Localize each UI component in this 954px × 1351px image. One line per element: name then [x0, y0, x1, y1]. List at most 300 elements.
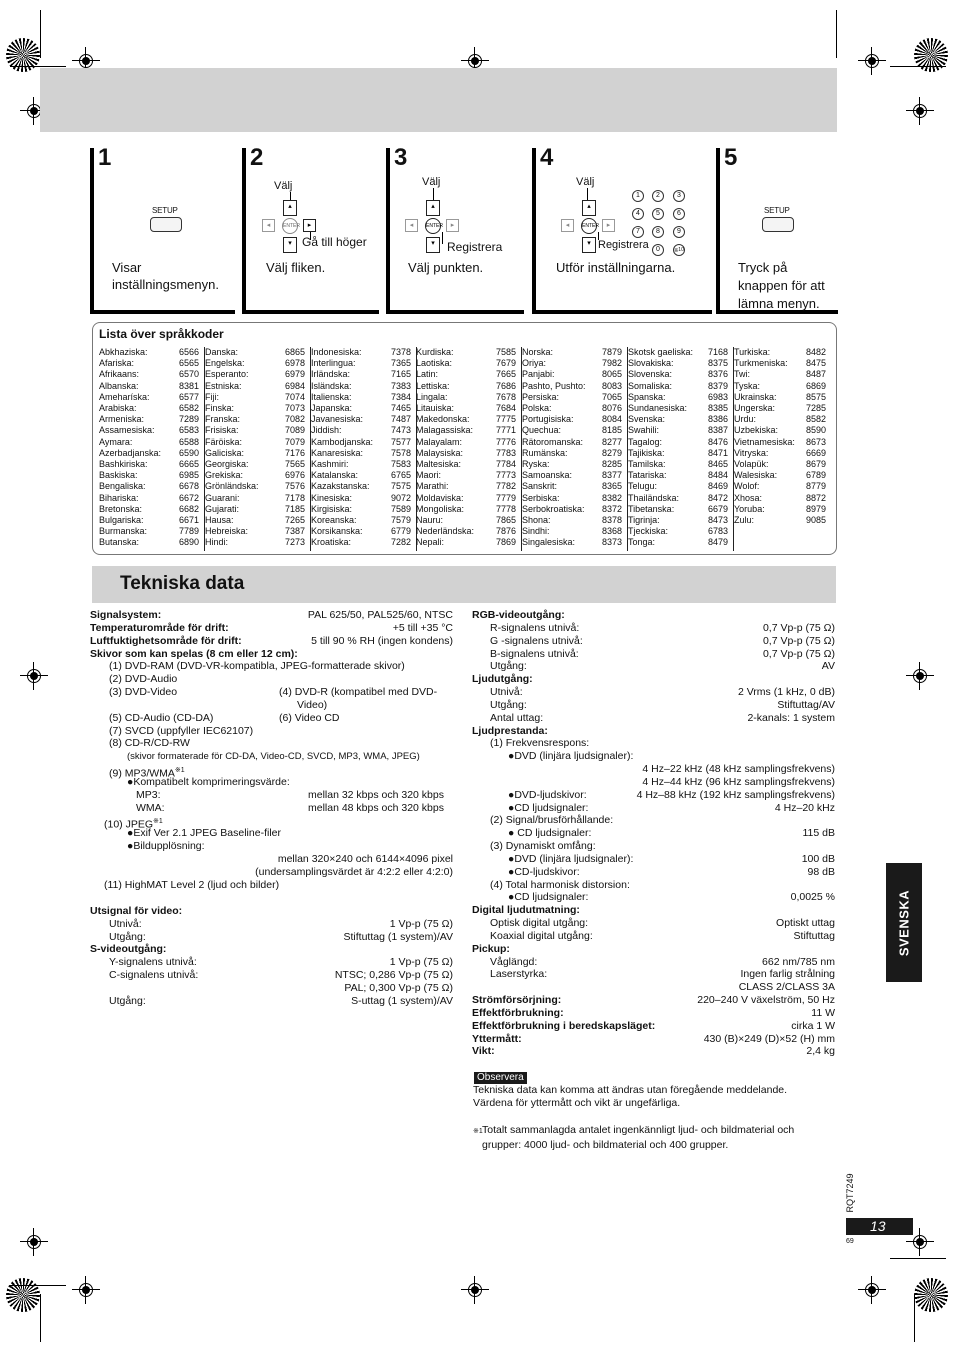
step-baseline [242, 310, 379, 314]
language-row [628, 481, 728, 492]
language-code: 8465 [707, 459, 728, 469]
language-row [311, 358, 411, 369]
down-key-icon: ▾ [426, 237, 440, 253]
language-name: Grönländska: [205, 481, 259, 492]
language-name: Assamesiska: [99, 425, 155, 436]
language-row [311, 537, 411, 548]
language-name: Tigrinja: [628, 515, 660, 525]
step-number: 1 [98, 144, 112, 171]
language-row [99, 414, 199, 425]
header-bar [40, 68, 837, 132]
language-row [205, 381, 305, 392]
spec-value: 430 (B)×249 (D)×52 (H) mm [703, 1033, 835, 1045]
crop-line [10, 1285, 66, 1286]
spec-label: ● CD ljudsignaler: [508, 827, 592, 839]
language-name: Galiciska: [205, 447, 245, 458]
spec-label: Koaxial digital utgång: [490, 930, 593, 942]
small-page-number: 69 [846, 1238, 854, 1245]
spec-label: B-signalens utnivå: [490, 648, 579, 660]
disc-item: (2) DVD-Audio [109, 673, 178, 685]
language-row [522, 537, 622, 548]
language-row [311, 481, 411, 492]
language-column [205, 347, 311, 551]
disc-item: (8) CD-R/CD-RW [109, 737, 190, 749]
disc-item: (9) MP3/WMA$^{※1}$ [109, 767, 185, 780]
language-row [99, 392, 199, 403]
language-row [205, 470, 305, 481]
language-row [734, 347, 826, 358]
up-key-icon: ▴ [426, 200, 440, 216]
number-key-5: 5 [652, 208, 664, 220]
spec-value: CLASS 2/CLASS 3A [738, 981, 835, 993]
up-key-icon: ▴ [283, 200, 297, 216]
spec-label: Laserstyrka: [490, 968, 548, 980]
language-row [205, 526, 305, 537]
language-row [522, 369, 622, 380]
pointer-line [587, 188, 588, 200]
language-name: Kirgisiska: [311, 503, 353, 514]
spec-label: Strömförsörjning: [472, 994, 562, 1006]
language-row [99, 493, 199, 504]
language-code: 7089 [284, 425, 305, 436]
spec-value: 1 Vp-p (75 Ω) [389, 918, 453, 930]
language-row [522, 392, 622, 403]
disc-item: (11) HighMAT Level 2 (ljud och bilder) [104, 879, 280, 891]
number-key-6: 6 [673, 208, 685, 220]
language-code: 8475 [805, 358, 826, 369]
spec-value: S-uttag (1 system)/AV [351, 995, 453, 1007]
language-code: 8487 [805, 369, 826, 380]
language-code: 6976 [284, 470, 305, 481]
spec-label: (1) Frekvensrespons: [490, 737, 590, 749]
language-row [628, 347, 728, 358]
crosshair-mark [72, 1276, 100, 1304]
language-name: Nepali: [416, 537, 445, 548]
language-name: Tamilska: [628, 459, 666, 469]
language-code: 8484 [707, 470, 728, 481]
language-name: Bretonska: [99, 503, 143, 514]
spec-value: cirka 1 W [791, 1020, 835, 1032]
language-name: Skotsk gaeliska: [628, 347, 694, 357]
language-name: Oriya: [522, 358, 547, 369]
enter-key-icon: ENTER [282, 218, 298, 234]
step-number: 3 [394, 144, 408, 171]
disc-item: Video) [297, 699, 328, 711]
language-row [416, 437, 516, 448]
spec-label: (4) Total harmonisk distorsion: [490, 879, 630, 891]
language-code: 7578 [390, 447, 411, 458]
language-row [734, 470, 826, 481]
step-5 [716, 144, 838, 314]
language-code: 8378 [601, 515, 622, 525]
spec-label: ●CD ljudsignaler: [508, 891, 589, 903]
action-label: Registrera [447, 240, 503, 254]
language-row [734, 515, 826, 526]
spec-value: Stiftuttag/AV [777, 699, 835, 711]
number-key-7: 7 [632, 226, 644, 238]
language-name: Thailändska: [628, 492, 680, 503]
crop-line [890, 66, 946, 67]
language-name: Japanska: [311, 403, 353, 413]
language-name: Fiji: [205, 391, 219, 402]
language-code: 7487 [390, 414, 411, 425]
language-name: Panjabi: [522, 369, 555, 380]
language-name: Norska: [522, 347, 554, 357]
language-row [416, 425, 516, 436]
disc-item: (4) DVD-R (kompatibel med DVD- [279, 686, 438, 698]
language-row [99, 459, 199, 470]
disc-item: (6) Video CD [279, 712, 340, 724]
language-name: Serbiska: [522, 492, 560, 503]
step-caption: Utför inställningarna. [556, 260, 676, 275]
step-baseline [386, 310, 524, 314]
language-name: Estniska: [205, 380, 242, 391]
spec-label: (2) Signal/brusförhållande: [490, 814, 614, 826]
language-row [628, 369, 728, 380]
step-4 [532, 144, 712, 314]
language-code: 8285 [601, 459, 622, 469]
language-row [205, 369, 305, 380]
language-row [628, 392, 728, 403]
language-code-title: Lista över språkkoder [99, 327, 224, 341]
select-label: Välj [576, 176, 595, 188]
setup-button [762, 217, 794, 232]
language-code: 8375 [707, 358, 728, 369]
language-name: Uzbekiska: [734, 425, 779, 436]
spec-heading: Ljudutgång: [472, 673, 533, 685]
language-code: 8482 [805, 347, 826, 357]
language-code: 7783 [495, 447, 516, 458]
language-row [311, 470, 411, 481]
language-name: Kambodjanska: [311, 436, 374, 447]
crop-line [914, 1294, 915, 1342]
language-name: Sindhi: [522, 526, 550, 537]
language-name: Ukrainska: [734, 391, 777, 402]
language-code: 8471 [707, 447, 728, 458]
language-row [522, 414, 622, 425]
language-name: Lingala: [416, 391, 448, 402]
language-code: 7776 [495, 436, 516, 447]
up-key-icon: ▴ [582, 200, 596, 216]
disc-subvalue: mellan 32 kbps och 320 kbps [307, 789, 444, 801]
disc-note: (skivor formaterade för CD-DA, Video-CD, SVCD, MP3, WMA, JPEG) [127, 751, 420, 762]
language-row [99, 448, 199, 459]
spec-heading: Pickup: [472, 943, 510, 955]
language-name: Turkmeniska: [734, 358, 788, 369]
language-name: Ryska: [522, 459, 550, 469]
down-key-icon: ▾ [582, 237, 596, 253]
spec-heading: Ljudprestanda: [472, 725, 548, 737]
spec-value: 4 Hz–22 kHz (48 kHz samplingsfrekvens) [642, 763, 835, 775]
language-row [99, 425, 199, 436]
language-name: Maltesiska: [416, 459, 462, 469]
language-row [522, 515, 622, 526]
disc-subitem: ●Exif Ver 2.1 JPEG Baseline-filer [127, 827, 281, 839]
language-row [99, 437, 199, 448]
spec-value: 0,0025 % [790, 891, 835, 903]
language-row [628, 504, 728, 515]
language-row [734, 381, 826, 392]
language-row [628, 381, 728, 392]
language-name: Kinesiska: [311, 492, 353, 503]
language-row [205, 448, 305, 459]
language-name: Jiddish: [311, 425, 342, 436]
language-row [628, 358, 728, 369]
language-name: Azerbadjanska: [99, 447, 162, 458]
language-code: 7782 [495, 481, 516, 492]
note-text: Värdena för yttermått och vikt är ungefärliga. [473, 1097, 681, 1109]
language-code: 8590 [805, 425, 826, 436]
language-code: 7384 [390, 391, 411, 402]
spec-label: Yttermått: [472, 1033, 522, 1045]
language-row [628, 448, 728, 459]
registration-star-bottom-left [6, 1278, 40, 1312]
language-name: Aymara: [99, 436, 133, 447]
language-name: Indonesiska: [311, 347, 362, 357]
language-code: 8673 [805, 436, 826, 447]
language-code: 7773 [495, 470, 516, 481]
language-name: Korsikanska: [311, 526, 363, 537]
language-row [734, 392, 826, 403]
spec-value: NTSC; 0,286 Vp-p (75 Ω) [334, 969, 453, 981]
language-code: 6890 [178, 537, 199, 548]
language-row [734, 437, 826, 448]
language-name: Nederländska: [416, 526, 475, 537]
language-row [522, 459, 622, 470]
section-header [92, 566, 836, 603]
language-code: 7579 [390, 515, 411, 525]
disc-item: (1) DVD-RAM (DVD-VR-kompatibla, JPEG-formatterade skivor) [109, 660, 405, 672]
language-row [205, 358, 305, 369]
enter-key-icon: ENTER [581, 218, 597, 234]
language-row [734, 414, 826, 425]
language-row [416, 369, 516, 380]
crosshair-mark [461, 1276, 489, 1304]
language-code: 8365 [601, 481, 622, 492]
language-code: 7378 [390, 347, 411, 357]
language-name: Hindi: [205, 537, 229, 548]
language-name: Sanskrit: [522, 481, 558, 492]
language-code: 7684 [495, 403, 516, 413]
spec-value: PAL; 0,300 Vp-p (75 Ω) [344, 982, 453, 994]
language-code: 6672 [178, 492, 199, 503]
language-code: 7982 [601, 358, 622, 369]
language-row [311, 526, 411, 537]
crosshair-mark [906, 97, 934, 125]
language-code: 6865 [284, 347, 305, 357]
language-row [522, 481, 622, 492]
language-name: Bengaliska: [99, 481, 146, 492]
spec-value: 0,7 Vp-p (75 Ω) [762, 648, 835, 660]
language-name: Swahili: [628, 425, 660, 436]
spec-label: Effektförbrukning i beredskapsläget: [472, 1020, 656, 1032]
language-code: 6978 [284, 358, 305, 369]
language-row [628, 493, 728, 504]
action-label: Gå till höger [302, 235, 367, 249]
language-code: 7778 [495, 503, 516, 514]
language-name: Turkiska: [734, 347, 771, 357]
spec-label: ●DVD-ljudskivor: [508, 789, 587, 801]
language-name: Maori: [416, 470, 442, 481]
footnote-text: grupper: 4000 ljud- och bildmaterial och 400 grupper. [482, 1139, 729, 1151]
language-code: 7178 [284, 492, 305, 503]
pointer-line [433, 188, 434, 200]
spec-label: ●DVD (linjära ljudsignaler): [508, 853, 634, 865]
language-code: 6669 [805, 447, 826, 458]
language-row [311, 392, 411, 403]
spec-label: Utgång: [109, 931, 146, 943]
crosshair-mark [858, 1276, 886, 1304]
step-number: 5 [724, 144, 738, 171]
language-name: Isländska: [311, 380, 352, 391]
language-code: 6583 [178, 425, 199, 436]
language-code: 7775 [495, 414, 516, 425]
disc-subitem: WMA: [136, 802, 165, 814]
language-code: 6665 [178, 459, 199, 469]
left-key-icon: ◂ [405, 219, 418, 232]
crosshair-mark [858, 47, 886, 75]
language-name: Rätoromanska: [522, 436, 584, 447]
spec-value: 4 Hz–44 kHz (96 kHz samplingsfrekvens) [642, 776, 835, 788]
language-row [99, 481, 199, 492]
crop-line [890, 1258, 946, 1259]
number-key-10plus: ≧10 [673, 244, 685, 256]
language-row [205, 425, 305, 436]
crosshair-mark [906, 662, 934, 690]
language-code: 6565 [178, 358, 199, 369]
step-baseline [90, 310, 235, 314]
language-name: Rumänska: [522, 447, 568, 458]
language-name: Italienska: [311, 391, 352, 402]
language-name: Telugu: [628, 481, 658, 492]
spec-value: Stiftuttag [793, 930, 835, 942]
language-code: 7465 [390, 403, 411, 413]
language-name: Shona: [522, 515, 551, 525]
language-code: 7082 [284, 414, 305, 425]
language-code: 6671 [178, 515, 199, 525]
language-code: 7289 [178, 414, 199, 425]
language-row [416, 358, 516, 369]
language-name: Vitryska: [734, 447, 769, 458]
language-row [205, 504, 305, 515]
spec-value: AV [821, 660, 835, 672]
language-code: 8185 [601, 425, 622, 436]
language-code: 8387 [707, 425, 728, 436]
language-code: 6577 [178, 391, 199, 402]
language-name: Kurdiska: [416, 347, 454, 357]
language-row [311, 425, 411, 436]
language-row [416, 347, 516, 358]
language-name: Esperanto: [205, 369, 249, 380]
language-row [416, 414, 516, 425]
page-number: 13 [870, 1218, 886, 1234]
spec-label: Utnivå: [109, 918, 142, 930]
language-row [205, 459, 305, 470]
step-caption: Visar inställningsmenyn. [112, 260, 219, 292]
language-code: 6779 [390, 526, 411, 537]
footnote-mark: ※1 [473, 1128, 483, 1135]
language-row [99, 515, 199, 526]
spec-value: 4 Hz–20 kHz [774, 802, 835, 814]
crosshair-mark [20, 1228, 48, 1256]
spec-value: Optiskt uttag [776, 917, 835, 929]
language-row [416, 381, 516, 392]
language-name: Finska: [205, 403, 235, 413]
language-row [311, 459, 411, 470]
right-key-icon: ▸ [303, 219, 316, 232]
disc-item: (10) JPEG$^{※1}$ [104, 818, 163, 831]
language-code: 8872 [805, 492, 826, 503]
language-row [311, 403, 411, 414]
footnote-text: Totalt sammanlagda antalet ingenkännligt ljud- och bildmaterial och [482, 1124, 795, 1136]
step-baseline [532, 310, 712, 314]
language-code: 7876 [495, 526, 516, 537]
language-code: 7185 [284, 503, 305, 514]
crop-line [10, 66, 66, 67]
language-code: 8385 [707, 403, 728, 413]
spec-label: Antal uttag: [490, 712, 544, 724]
language-name: Armeniska: [99, 414, 145, 425]
language-row [416, 403, 516, 414]
language-code: 8279 [601, 447, 622, 458]
language-code: 7771 [495, 425, 516, 436]
language-name: Bashkiriska: [99, 459, 148, 469]
language-name: Franska: [205, 414, 241, 425]
spec-label: Utnivå: [490, 686, 523, 698]
spec-label: Vikt: [472, 1045, 495, 1057]
language-code: 7879 [601, 347, 622, 357]
language-name: Tagalog: [628, 436, 663, 447]
language-row [734, 425, 826, 436]
language-name: Volapük: [734, 459, 769, 469]
language-row [628, 470, 728, 481]
spec-value: 4 Hz–88 kHz (192 kHz samplingsfrekvens) [636, 789, 835, 801]
language-code: 9085 [805, 515, 826, 525]
language-column [99, 347, 205, 551]
step-number: 2 [250, 144, 264, 171]
language-row [522, 493, 622, 504]
spec-value: 98 dB [807, 866, 835, 878]
disc-subvalue: mellan 320×240 och 6144×4096 pixel [277, 853, 453, 865]
step-caption: Välj punkten. [408, 260, 484, 275]
language-name: Persiska: [522, 391, 560, 402]
language-code: 7865 [495, 515, 516, 525]
language-row [205, 437, 305, 448]
language-row [416, 526, 516, 537]
language-name: Afrikaans: [99, 369, 140, 380]
language-name: Georgiska: [205, 459, 249, 469]
language-row [734, 493, 826, 504]
spec-value: 2,4 kg [806, 1045, 835, 1057]
language-row [311, 493, 411, 504]
language-name: Tjeckiska: [628, 526, 669, 537]
language-name: Marathi: [416, 481, 449, 492]
language-row [628, 403, 728, 414]
language-name: Koreanska: [311, 515, 357, 525]
language-code: 8379 [707, 380, 728, 391]
language-row [734, 504, 826, 515]
spec-value: 662 nm/785 nm [762, 956, 835, 968]
language-row [522, 403, 622, 414]
step-2 [242, 144, 379, 314]
language-code: 8479 [707, 537, 728, 548]
language-row [311, 504, 411, 515]
page-number-bar [846, 1218, 913, 1235]
number-key-2: 2 [652, 190, 664, 202]
language-code: 6979 [284, 369, 305, 380]
spec-value: PAL 625/50, PAL525/60, NTSC [307, 609, 453, 621]
spec-heading: Digital ljudutmatning: [472, 904, 580, 916]
